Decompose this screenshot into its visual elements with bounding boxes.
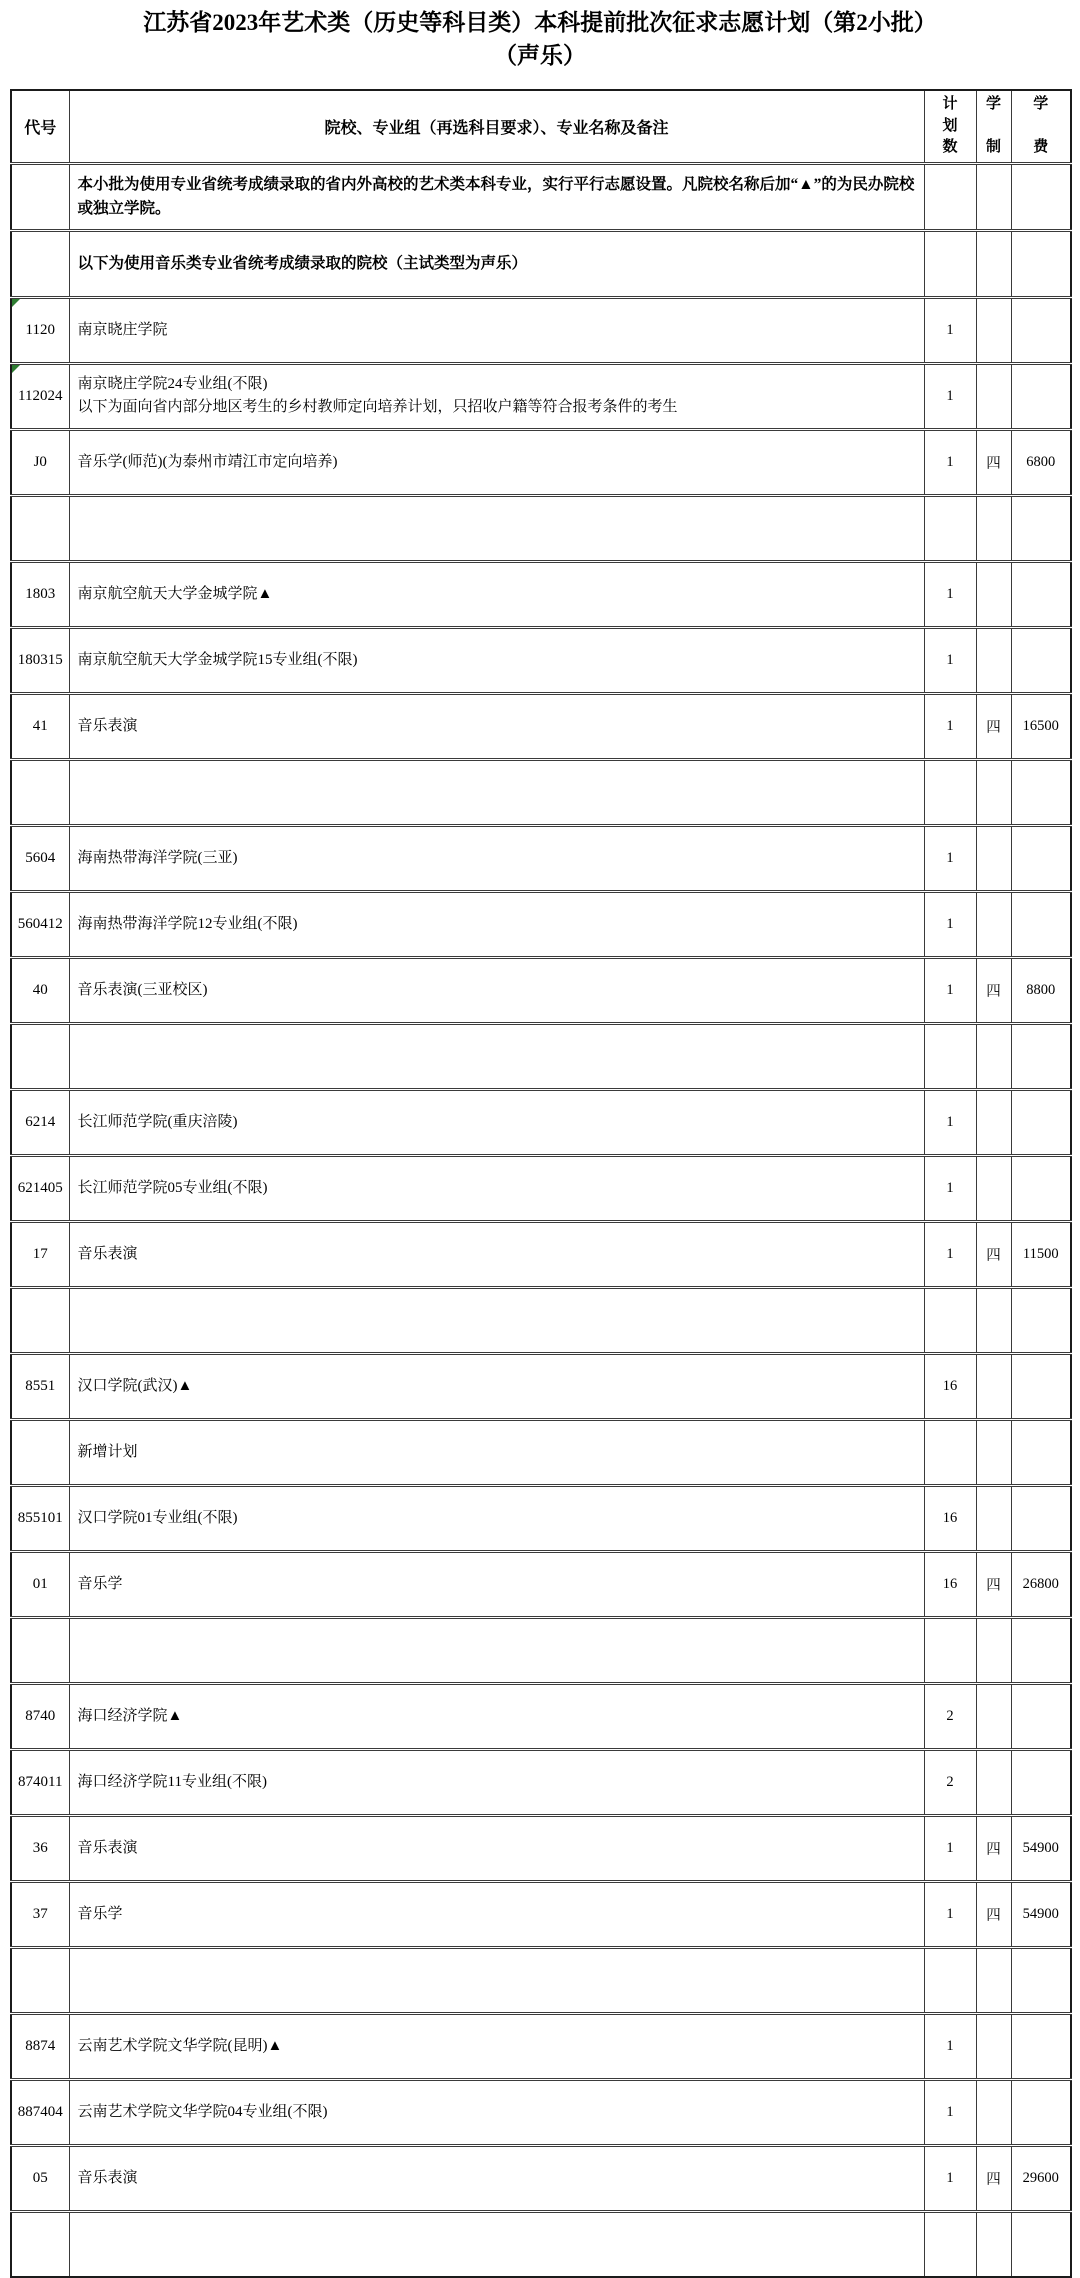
comment-marker-icon — [12, 365, 20, 373]
tuition-cell — [1011, 1485, 1071, 1551]
info-cell — [69, 1683, 924, 1749]
duration-cell — [976, 627, 1011, 693]
plan-count-cell: 16 — [924, 1353, 976, 1419]
info-line1: 音乐表演 — [77, 1839, 138, 1856]
duration-cell — [976, 2211, 1011, 2277]
duration-cell — [976, 297, 1011, 363]
table-row — [11, 1419, 1071, 1485]
header-plan-count-text: 计 划 数 — [942, 96, 958, 156]
plan-count-cell: 1 — [924, 693, 976, 759]
duration-cell — [976, 561, 1011, 627]
page-title — [0, 0, 1080, 73]
page-title-line2: （声乐） — [494, 43, 586, 69]
table-body — [11, 163, 1071, 2277]
plan-table — [10, 89, 1072, 2278]
plan-count-cell — [924, 1287, 976, 1353]
plan-count-cell — [924, 495, 976, 561]
plan-count-cell — [924, 230, 976, 297]
info-line2: 以下为面向省内部分地区考生的乡村教师定向培养计划，只招收户籍等符合报考条件的考生 — [77, 399, 678, 416]
table-row — [11, 957, 1071, 1023]
duration-cell — [976, 2079, 1011, 2145]
duration-cell — [976, 495, 1011, 561]
header-tuition — [1011, 90, 1071, 164]
plan-count-cell — [924, 1023, 976, 1089]
plan-count-cell: 1 — [924, 1815, 976, 1881]
info-cell — [69, 891, 924, 957]
tuition-cell — [1011, 891, 1071, 957]
table-row — [11, 627, 1071, 693]
page-title-line1: 江苏省2023年艺术类（历史等科目类）本科提前批次征求志愿计划（第2小批） — [143, 10, 937, 35]
code-cell: 1120 — [11, 297, 69, 363]
header-duration — [976, 90, 1011, 164]
info-cell — [69, 825, 924, 891]
code-cell — [11, 2211, 69, 2277]
info-line1: 音乐表演(三亚校区) — [77, 981, 208, 998]
code-cell: 8874 — [11, 2013, 69, 2079]
tuition-cell — [1011, 297, 1071, 363]
tuition-cell — [1011, 627, 1071, 693]
tuition-cell: 29600 — [1011, 2145, 1071, 2211]
plan-count-cell — [924, 759, 976, 825]
tuition-cell — [1011, 363, 1071, 429]
code-cell — [11, 1947, 69, 2013]
tuition-cell — [1011, 2211, 1071, 2277]
code-cell: J0 — [11, 429, 69, 495]
tuition-cell — [1011, 1617, 1071, 1683]
plan-count-cell: 1 — [924, 1221, 976, 1287]
info-line1: 音乐学(师范)(为泰州市靖江市定向培养) — [77, 453, 338, 470]
plan-count-cell — [924, 1419, 976, 1485]
plan-count-cell: 1 — [924, 2145, 976, 2211]
info-line1: 长江师范学院05专业组(不限) — [77, 1179, 268, 1196]
plan-count-cell: 1 — [924, 297, 976, 363]
table-row — [11, 1551, 1071, 1617]
plan-count-cell: 1 — [924, 1089, 976, 1155]
code-cell — [11, 495, 69, 561]
info-cell — [69, 957, 924, 1023]
code-cell — [11, 1617, 69, 1683]
info-cell — [69, 363, 924, 429]
code-cell: 05 — [11, 2145, 69, 2211]
table-row — [11, 693, 1071, 759]
code-cell — [11, 230, 69, 297]
info-cell — [69, 1881, 924, 1947]
tuition-cell — [1011, 1089, 1071, 1155]
table-row — [11, 1089, 1071, 1155]
info-cell: 本小批为使用专业省统考成绩录取的省内外高校的艺术类本科专业，实行平行志愿设置。凡院校名称后加“▲”的为民办院校或独立学院。 — [69, 163, 924, 230]
info-line1: 云南艺术学院文华学院04专业组(不限) — [77, 2103, 328, 2120]
info-cell — [69, 1617, 924, 1683]
tuition-cell — [1011, 1155, 1071, 1221]
info-cell: 以下为使用音乐类专业省统考成绩录取的院校（主试类型为声乐） — [69, 230, 924, 297]
plan-count-cell: 1 — [924, 957, 976, 1023]
table-row — [11, 429, 1071, 495]
tuition-cell — [1011, 1419, 1071, 1485]
tuition-cell — [1011, 1947, 1071, 2013]
tuition-cell: 26800 — [1011, 1551, 1071, 1617]
plan-count-cell: 2 — [924, 1749, 976, 1815]
info-line1: 海口经济学院▲ — [77, 1707, 183, 1724]
duration-cell: 四 — [976, 1221, 1011, 1287]
code-cell: 8740 — [11, 1683, 69, 1749]
code-cell: 01 — [11, 1551, 69, 1617]
table-row — [11, 1683, 1071, 1749]
duration-cell: 四 — [976, 1815, 1011, 1881]
tuition-cell — [1011, 1683, 1071, 1749]
tuition-cell — [1011, 1287, 1071, 1353]
code-cell — [11, 1287, 69, 1353]
code-cell — [11, 163, 69, 230]
duration-cell — [976, 1419, 1011, 1485]
table-row — [11, 1155, 1071, 1221]
table-row — [11, 891, 1071, 957]
code-cell: 1803 — [11, 561, 69, 627]
duration-cell — [976, 1155, 1011, 1221]
code-cell: 36 — [11, 1815, 69, 1881]
duration-cell — [976, 1485, 1011, 1551]
table-row — [11, 2145, 1071, 2211]
tuition-cell: 16500 — [1011, 693, 1071, 759]
duration-cell — [976, 363, 1011, 429]
code-cell: 112024 — [11, 363, 69, 429]
info-line1: 汉口学院01专业组(不限) — [77, 1509, 238, 1526]
header-code: 代号 — [11, 90, 69, 164]
header-info: 院校、专业组（再选科目要求）、专业名称及备注 — [69, 90, 924, 164]
empty-row — [11, 1023, 1071, 1089]
duration-cell — [976, 1947, 1011, 2013]
info-line1: 海南热带海洋学院12专业组(不限) — [77, 915, 298, 932]
plan-count-cell: 2 — [924, 1683, 976, 1749]
tuition-cell — [1011, 759, 1071, 825]
info-cell — [69, 1485, 924, 1551]
info-cell — [69, 1947, 924, 2013]
tuition-cell — [1011, 1749, 1071, 1815]
plan-count-cell: 1 — [924, 2013, 976, 2079]
duration-cell — [976, 1683, 1011, 1749]
plan-count-cell: 1 — [924, 429, 976, 495]
plan-count-cell: 1 — [924, 1881, 976, 1947]
tuition-cell — [1011, 1353, 1071, 1419]
duration-cell — [976, 1353, 1011, 1419]
tuition-cell — [1011, 561, 1071, 627]
code-cell: 180315 — [11, 627, 69, 693]
info-cell — [69, 759, 924, 825]
code-cell: 37 — [11, 1881, 69, 1947]
info-line1: 南京航空航天大学金城学院15专业组(不限) — [77, 651, 358, 668]
info-cell — [69, 495, 924, 561]
plan-count-cell: 1 — [924, 891, 976, 957]
tuition-cell: 6800 — [1011, 429, 1071, 495]
code-cell: 17 — [11, 1221, 69, 1287]
code-cell — [11, 1023, 69, 1089]
tuition-cell — [1011, 1023, 1071, 1089]
plan-count-cell — [924, 163, 976, 230]
table-row — [11, 1749, 1071, 1815]
plan-count-cell — [924, 2211, 976, 2277]
code-cell — [11, 1419, 69, 1485]
plan-count-cell: 16 — [924, 1485, 976, 1551]
note-row — [11, 163, 1071, 230]
info-cell — [69, 297, 924, 363]
note-row — [11, 230, 1071, 297]
duration-cell: 四 — [976, 1881, 1011, 1947]
info-line1: 音乐表演 — [77, 2169, 138, 2186]
code-cell: 6214 — [11, 1089, 69, 1155]
code-cell: 8551 — [11, 1353, 69, 1419]
code-cell: 5604 — [11, 825, 69, 891]
duration-cell — [976, 1023, 1011, 1089]
info-line1: 南京航空航天大学金城学院▲ — [77, 585, 273, 602]
info-line1: 音乐表演 — [77, 717, 138, 734]
info-cell — [69, 1419, 924, 1485]
info-line1: 海南热带海洋学院(三亚) — [77, 849, 238, 866]
duration-cell — [976, 2013, 1011, 2079]
empty-row — [11, 1947, 1071, 2013]
duration-cell — [976, 230, 1011, 297]
duration-cell: 四 — [976, 1551, 1011, 1617]
duration-cell: 四 — [976, 693, 1011, 759]
info-cell — [69, 2145, 924, 2211]
info-line1: 海口经济学院11专业组(不限) — [77, 1773, 267, 1790]
tuition-cell — [1011, 2013, 1071, 2079]
duration-cell — [976, 1749, 1011, 1815]
duration-cell — [976, 1287, 1011, 1353]
table-row — [11, 561, 1071, 627]
info-cell — [69, 1287, 924, 1353]
plan-count-cell: 16 — [924, 1551, 976, 1617]
tuition-cell: 54900 — [1011, 1815, 1071, 1881]
plan-count-cell: 1 — [924, 2079, 976, 2145]
table-row — [11, 297, 1071, 363]
info-cell — [69, 2013, 924, 2079]
plan-count-cell: 1 — [924, 363, 976, 429]
info-cell — [69, 1749, 924, 1815]
info-line1: 云南艺术学院文华学院(昆明)▲ — [77, 2037, 283, 2054]
duration-cell — [976, 163, 1011, 230]
code-cell: 887404 — [11, 2079, 69, 2145]
table-row — [11, 1815, 1071, 1881]
plan-count-cell — [924, 1947, 976, 2013]
info-line1: 新增计划 — [77, 1443, 138, 1460]
info-cell — [69, 1221, 924, 1287]
info-line1: 南京晓庄学院 — [77, 321, 168, 338]
info-cell — [69, 1815, 924, 1881]
plan-count-cell: 1 — [924, 627, 976, 693]
code-cell: 41 — [11, 693, 69, 759]
code-cell: 855101 — [11, 1485, 69, 1551]
duration-cell — [976, 1089, 1011, 1155]
info-cell — [69, 693, 924, 759]
header-plan-count — [924, 90, 976, 164]
info-cell — [69, 2079, 924, 2145]
tuition-cell: 8800 — [1011, 957, 1071, 1023]
info-line1: 音乐学 — [77, 1575, 123, 1592]
tuition-cell — [1011, 495, 1071, 561]
info-line1: 长江师范学院(重庆涪陵) — [77, 1113, 238, 1130]
duration-cell: 四 — [976, 957, 1011, 1023]
code-cell — [11, 759, 69, 825]
table-header-row — [11, 90, 1071, 164]
table-row — [11, 1353, 1071, 1419]
plan-count-cell: 1 — [924, 1155, 976, 1221]
info-cell — [69, 2211, 924, 2277]
code-cell: 621405 — [11, 1155, 69, 1221]
duration-cell: 四 — [976, 2145, 1011, 2211]
comment-marker-icon — [12, 299, 20, 307]
info-cell — [69, 429, 924, 495]
tuition-cell — [1011, 825, 1071, 891]
tuition-cell: 54900 — [1011, 1881, 1071, 1947]
info-cell — [69, 1551, 924, 1617]
empty-row — [11, 495, 1071, 561]
info-cell — [69, 1023, 924, 1089]
duration-cell — [976, 759, 1011, 825]
info-cell — [69, 627, 924, 693]
empty-row — [11, 1617, 1071, 1683]
info-line1: 音乐表演 — [77, 1245, 138, 1262]
tuition-cell — [1011, 2079, 1071, 2145]
info-cell — [69, 1353, 924, 1419]
plan-count-cell: 1 — [924, 825, 976, 891]
tuition-cell — [1011, 230, 1071, 297]
duration-cell — [976, 825, 1011, 891]
empty-row — [11, 2211, 1071, 2277]
table-row — [11, 1485, 1071, 1551]
duration-cell: 四 — [976, 429, 1011, 495]
info-line1: 音乐学 — [77, 1905, 123, 1922]
table-row — [11, 363, 1071, 429]
code-cell: 874011 — [11, 1749, 69, 1815]
duration-cell — [976, 1617, 1011, 1683]
code-cell: 560412 — [11, 891, 69, 957]
header-duration-text: 学 制 — [985, 96, 1001, 156]
plan-count-cell — [924, 1617, 976, 1683]
info-cell — [69, 1089, 924, 1155]
tuition-cell — [1011, 163, 1071, 230]
info-cell — [69, 561, 924, 627]
code-cell: 40 — [11, 957, 69, 1023]
info-line1: 汉口学院(武汉)▲ — [77, 1377, 193, 1394]
table-row — [11, 1881, 1071, 1947]
table-row — [11, 825, 1071, 891]
info-line1: 南京晓庄学院24专业组(不限) — [77, 375, 268, 392]
empty-row — [11, 1287, 1071, 1353]
tuition-cell: 11500 — [1011, 1221, 1071, 1287]
table-row — [11, 2013, 1071, 2079]
table-row — [11, 1221, 1071, 1287]
plan-count-cell: 1 — [924, 561, 976, 627]
header-tuition-text: 学 费 — [1033, 96, 1049, 156]
table-row — [11, 2079, 1071, 2145]
duration-cell — [976, 891, 1011, 957]
info-cell — [69, 1155, 924, 1221]
empty-row — [11, 759, 1071, 825]
